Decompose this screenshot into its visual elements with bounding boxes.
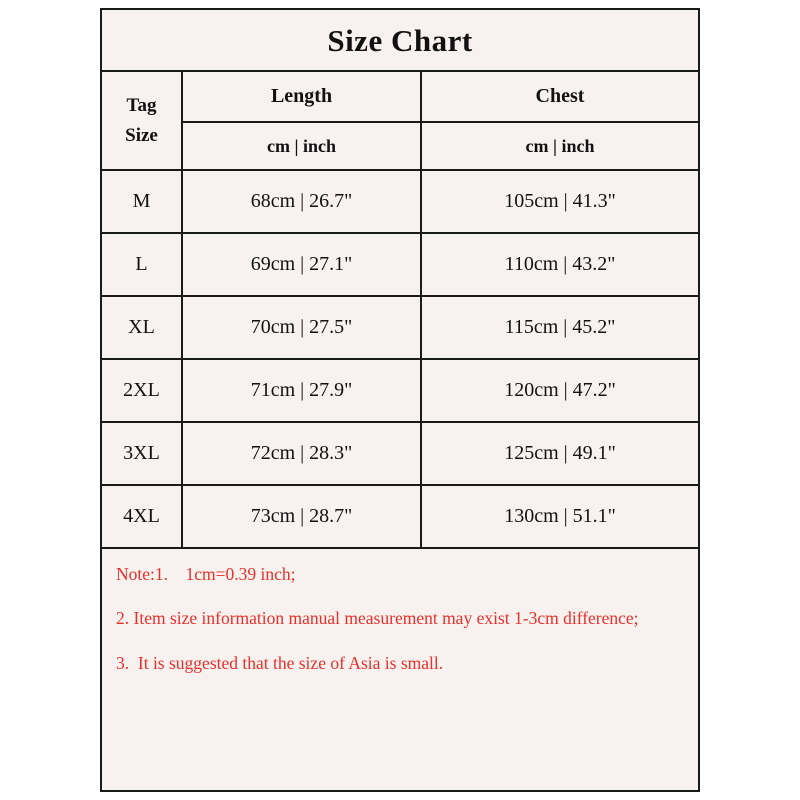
table-row (102, 485, 698, 548)
cell-size: 3XL (102, 422, 182, 485)
header-length: Length (182, 72, 421, 122)
table-subheader-row (102, 122, 698, 170)
cell-length: 73cm | 28.7" (182, 485, 421, 548)
notes-section (102, 549, 698, 790)
cell-chest: 115cm | 45.2" (421, 296, 698, 359)
cell-length: 72cm | 28.3" (182, 422, 421, 485)
header-tag-line1: Tag (126, 95, 157, 117)
cell-size: 2XL (102, 359, 182, 422)
table-row (102, 359, 698, 422)
note-line-1: Note:1. 1cm=0.39 inch; (116, 564, 296, 584)
cell-length: 70cm | 27.5" (182, 296, 421, 359)
cell-size: 4XL (102, 485, 182, 548)
cell-length: 71cm | 27.9" (182, 359, 421, 422)
cell-length: 69cm | 27.1" (182, 233, 421, 296)
header-tag-line2: Size (125, 124, 158, 146)
header-chest-units: cm | inch (421, 122, 698, 170)
cell-chest: 110cm | 43.2" (421, 233, 698, 296)
header-length-units: cm | inch (182, 122, 421, 170)
table-row (102, 233, 698, 296)
header-chest: Chest (421, 72, 698, 122)
note-line-3: 3. It is suggested that the size of Asia is small. (116, 652, 444, 673)
note-line-2: 2. Item size information manual measurement may exist 1-3cm difference; (116, 608, 639, 629)
cell-chest: 120cm | 47.2" (421, 359, 698, 422)
size-chart-card (100, 8, 700, 792)
cell-chest: 105cm | 41.3" (421, 170, 698, 233)
cell-size: M (102, 170, 182, 233)
table-row (102, 170, 698, 233)
table-row (102, 296, 698, 359)
cell-chest: 125cm | 49.1" (421, 422, 698, 485)
cell-chest: 130cm | 51.1" (421, 485, 698, 548)
header-tag-size (102, 72, 182, 170)
table-row (102, 422, 698, 485)
cell-length: 68cm | 26.7" (182, 170, 421, 233)
table-header-row (102, 72, 698, 122)
cell-size: XL (102, 296, 182, 359)
cell-size: L (102, 233, 182, 296)
page-title: Size Chart (102, 10, 698, 72)
size-chart-table (102, 72, 698, 549)
